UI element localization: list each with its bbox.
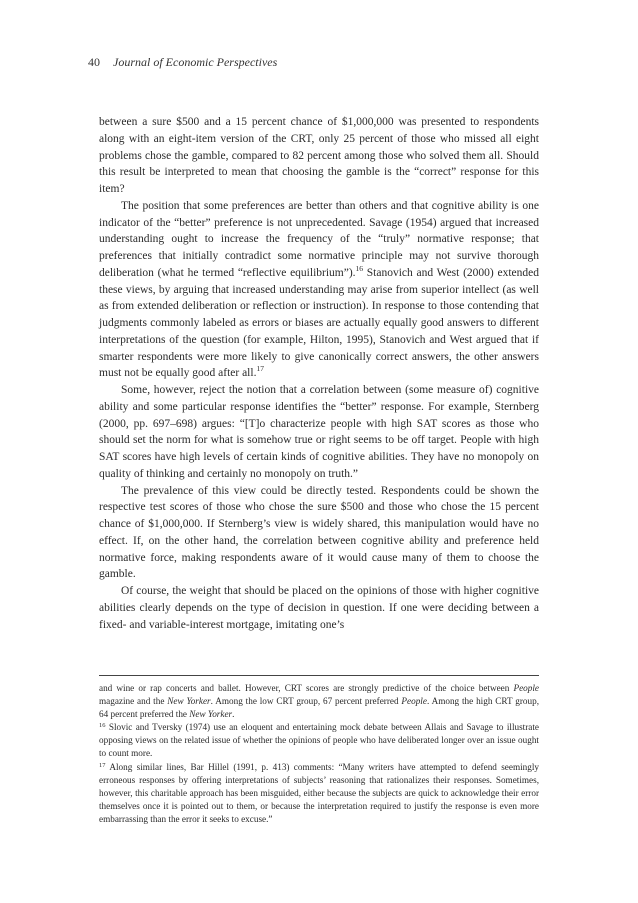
footnote-number: 17 [99,761,106,769]
footnote-text: . Among the high CRT group, 64 percent preferred the [99,696,539,720]
footnote-divider [99,675,539,676]
italic-title: New Yorker [189,709,233,720]
journal-title: Journal of Economic Perspectives [113,55,278,69]
running-header [88,55,548,70]
paragraph-4: The prevalence of this view could be directly tested. Respondents could be shown the respective test scores of those who chose the sure $500 and those who chose the 15 percent chance of $1,000,000. If Sternberg’s view is widely shared, this manipulation would have no effect. If, on the other hand, the correlation between cognitive ability and preference held normative force, making respondents aware of it would cause many of them to choose the gamble. [99,484,539,581]
paragraph-2 [99,198,539,382]
footnote-text: . [232,709,235,720]
footnote-text: and wine or rap concerts and ballet. However, CRT scores are strongly predictive of the choice between [99,683,514,693]
footnote-continued [99,682,539,721]
footnote-16 [99,721,539,760]
footnote-ref-16: 16 [355,263,364,273]
paragraph-1: between a sure $500 and a 15 percent chance of $1,000,000 was presented to respondents along with an eight-item version of the CRT, only 25 percent of those who missed all eight problems chose the gamble, compared to 82 percent among those who solved them all. Should this result be interpreted to mean that choosing the gamble is the “correct” response for this item? [99,116,539,195]
footnote-text: Along similar lines, Bar Hillel (1991, p. 413) comments: “Many writers have attempted to defend seemingly erroneous responses by offering interpretations of subjects’ reasoning that rationalizes their responses. Sometimes, however, this charitable approach has been misguided, either because the subjects are quick to acknowledge their error themselves once it is pointed out to them, or because the interpretation required to justify the response is even more embarrassing than the error it seeks to excuse.” [99,761,539,824]
italic-title: New Yorker [167,696,211,707]
footnote-text: Slovic and Tversky (1974) use an eloquent and entertaining mock debate between Allais and Savage to illustrate opposing views on the related issue of whether the opinions of people who have deliberated longer over an issue ought to count more. [99,722,539,759]
paragraph-2-part-b: Stanovich and West (2000) extended these views, by arguing that increased understanding may arise from superior intellect (as well as from extended deliberation or reflection or instruction). In response to those contending that judgments commonly labeled as errors or biases are actually equally good answers to different interpretations of the question (for example, Hilton, 1995), Stanovich and West argued that if smarter respondents were more likely to give canonically correct answers, the other answers must not be equally good after all. [99,266,539,380]
footnote-text: magazine and the [99,696,168,707]
footnote-text: . Among the low CRT group, 67 percent preferred [210,696,402,707]
paragraph-2-part-a: The position that some preferences are better than others and that cognitive ability is one indicator of the “better” preference is not unprecedented. Savage (1954) argued that increased understanding ought to increase the frequency of the “truly” normative response; that preferences that initially contradict some normative principle may not survive thorough deliberation (what he termed “reflective equilibrium”). [99,199,539,279]
main-text [99,114,539,633]
page-number: 40 [88,55,100,69]
italic-title: People [513,683,539,693]
footnote-ref-17: 17 [256,364,264,374]
footnotes [99,682,539,826]
paragraph-5: Of course, the weight that should be placed on the opinions of those with higher cognitive abilities clearly depends on the type of decision in question. If one were deciding between a fixed- and variable-interest mortgage, imitating one’s [99,585,539,631]
footnote-17 [99,761,539,826]
paragraph-3: Some, however, reject the notion that a correlation between (some measure of) cognitive ability and some particular response identifies the “better” response. For example, Sternberg (2000, pp. 697–698) argues: “[T]o characterize people with high SAT scores as those who should set the norm for what is somehow true or right seems to be off target. People with high SAT scores have high levels of certain kinds of cognitive abilities. They have no monopoly on quality of thinking and certainly no monopoly on truth.” [99,384,539,480]
footnote-number: 16 [99,722,106,730]
italic-title: People [401,696,427,707]
